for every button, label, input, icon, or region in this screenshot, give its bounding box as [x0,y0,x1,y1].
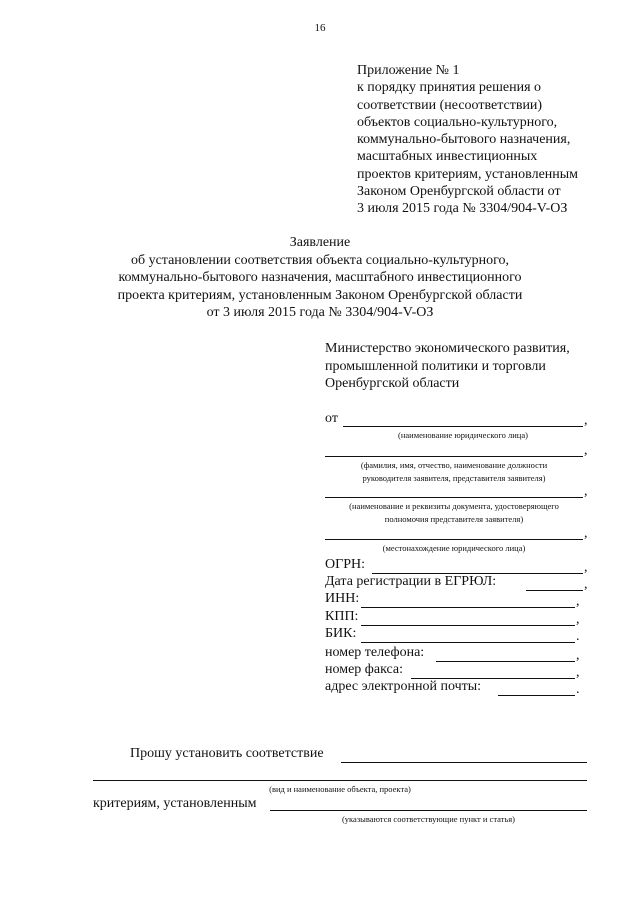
appendix-line: объектов социально-культурного, [357,114,558,130]
object-name-field[interactable] [93,780,587,781]
addressee-line: Оренбургской области [325,376,460,392]
bik-field[interactable] [361,642,575,643]
criteria-hint: (указываются соответствующие пункт и статья) [341,814,516,824]
comma: , [584,484,588,499]
location-field[interactable] [325,539,583,540]
comma: , [584,443,588,458]
authority-document-hint-2: полномочия представителя заявителя) [384,514,524,524]
representative-field[interactable] [325,456,583,457]
appendix-line: коммунально-бытового назначения, [357,132,571,148]
object-name-hint: (вид и наименование объекта, проекта) [269,784,411,794]
legal-name-field[interactable] [343,426,583,427]
phone-label: номер телефона: [325,645,425,660]
heading-line: от 3 июля 2015 года № 3304/904-V-ОЗ [206,305,434,321]
from-label: от [325,411,338,426]
egrul-date-label: Дата регистрации в ЕГРЮЛ: [325,574,497,589]
appendix-line: Приложение № 1 [357,63,460,78]
fax-label: номер факса: [325,662,404,677]
criteria-label: критериям, установленным [93,796,257,811]
criteria-field[interactable] [270,810,587,811]
appendix-reference [357,62,627,218]
email-field[interactable] [498,695,575,696]
comma: , [584,526,588,541]
appendix-line: проектов критериям, установленным [357,166,579,182]
kpp-label: КПП: [325,609,359,624]
legal-name-hint: (наименование юридического лица) [398,430,528,440]
appendix-line: 3 июля 2015 года № 3304/904-V-ОЗ [357,201,568,217]
period: . [576,629,580,644]
comma: , [576,612,580,627]
comma: , [584,560,588,575]
comma: , [584,413,588,428]
document-title: Заявление [289,235,351,250]
heading-line: коммунально-бытового назначения, масштабного инвестиционного [118,270,522,286]
request-field[interactable] [341,762,587,763]
addressee-block [325,340,570,393]
document-heading [0,234,640,322]
period: . [576,682,580,697]
addressee-line: Министерство экономического развития, [325,341,570,356]
authority-document-field[interactable] [325,497,583,498]
inn-label: ИНН: [325,591,360,606]
phone-field[interactable] [436,661,575,662]
comma: , [576,665,580,680]
appendix-line: масштабных инвестиционных [357,149,538,165]
representative-hint-1: (фамилия, имя, отчество, наименование должности [360,460,548,470]
appendix-line: соответствии (несоответствии) [357,97,543,113]
ogrn-label: ОГРН: [325,557,365,572]
authority-document-hint-1: (наименование и реквизиты документа, удостоверяющего [349,501,559,511]
email-label: адрес электронной почты: [325,679,482,694]
kpp-field[interactable] [361,625,575,626]
appendix-line: Законом Оренбургской области от [357,184,561,200]
addressee-line: промышленной политики и торговли [325,358,546,374]
representative-hint-2: руководителя заявителя, представителя заявителя) [362,473,546,483]
location-hint: (местонахождение юридического лица) [382,543,526,553]
egrul-date-field[interactable] [526,590,583,591]
heading-line: об установлении соответствия объекта социально-культурного, [130,252,510,268]
comma: , [576,594,580,609]
appendix-line: к порядку принятия решения о [357,80,542,96]
heading-line: проекта критериям, установленным Законом Оренбургской области [117,287,523,303]
comma: , [576,648,580,663]
page-number: 16 [314,22,326,34]
inn-field[interactable] [361,607,575,608]
bik-label: БИК: [325,626,357,641]
comma: , [584,577,588,592]
request-label: Прошу установить соответствие [130,746,324,761]
